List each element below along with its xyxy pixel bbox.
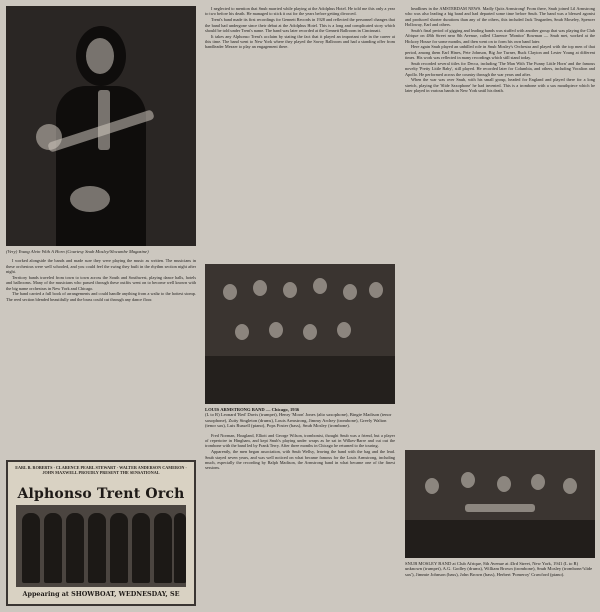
paragraph: Apparently, the men began association, with Snub Wellsy, leaving the band with the bag and the lead. Snub stayed seven years, and was well noticed on what became famous for the Louis Armstrong, including much, especially the recording by Ralph Madison, the Armstrong band in what became one of the finest sessions.	[205, 449, 395, 471]
paragraph: Snub recorded several titles for Decca, including 'The Man With The Funny Little Horn' and the famous novelty 'Pretty Little Baby', still played. He recorded later for Columbia, and others, including Vocalion and Apollo. He performed across the country through the war years and after.	[405, 60, 595, 77]
group-photo-caption-body: (L to R) Leonard 'Red' Davis (trumpet), Henry 'Moon' Jones (alto saxophone), Bingie Madison (tenor saxophone), Zutty Singleton (drums), Louis Armstrong, Jimmy Archey (trombone), Greely Walton (tenor sax), Luis Russell (piano), Pops Foster (bass), Snub Mosley (trombone).	[205, 412, 392, 429]
group-photo-caption-title: LOUIS ARMSTRONG BAND — Chicago, 1936	[205, 407, 300, 412]
paragraph: Fred Norman, Hoagland, Elliott and George Wilson, trombonist, thought Snub was a friend, but a player of repertoire in Hingham, and kept Snub's playing under wraps as he sat in Wilkes-Barre and cut out the trombone with the band led by Frank Terry. After three months in Chicago he returned to the touring.	[205, 432, 395, 449]
paragraph: I neglected to mention that Snub married while playing at the Adolphus Hotel. He told me this only a year to two before his death. He managed to stick it out for the years before getting divorced.	[205, 6, 395, 17]
paragraph: It takes any Alphonso Trent's acclaim by stating the fact that it played an important role in the career at this time. The band went to New York where they played the Savoy Ballroom and had a standing offer from bandleader Mezzer to play an engagement there.	[205, 33, 395, 50]
snub-band-caption: SNUB MOSLEY BAND at Club Afrique, 8th Avenue at 43rd Street, New York, 1941 (L to R) unknown (trumpet), A.G. Godley (drums), William Brown (trombone), Snub Mosley (trombone/'slide sax'), Jimmie Johnson (bass), John Brown (bass), Herbert 'Pomeroy' Crawford (piano).	[405, 561, 593, 577]
paragraph: Trent's band made its first recordings for Gennett Records in 1928 and reflected the personnel changes that the band had undergone since their debut at the Adolphus Hotel. This is a long and complicated story which should be told under Trent's name. The band was later recorded at the Gennett Ballroom in Cincinnati.	[205, 17, 395, 33]
paragraph: I worked alongside the bands and made sure they were playing the music as written. The musicians in these orchestras were well schooled, and you could feel the swing they built in the rhythm section night after night.	[6, 258, 196, 275]
group-photo-caption	[205, 407, 395, 429]
poster-top-text: EARL B. ROBERTS · CLARENCE PEARL STEWART · WALTER ANDERSON CAMERON · JOHN MAXWELL PROUDLY PRESENT THE SENSATIONAL	[15, 465, 187, 475]
paragraph: The band carried a full book of arrangements and could handle anything from a waltz to the hottest stomp. The reed section blended beautifully and the brass could cut through any dance floor.	[6, 291, 196, 302]
paragraph: When the war was over Snub, with his small group, headed for England and played there for a long stretch, playing the 'Slide Saxophone' he had invented. This is a trombone with a sax mouthpiece which he later played in various bands in New York until his death.	[405, 77, 595, 94]
poster-band-photo	[16, 505, 186, 587]
body-text-left	[6, 258, 196, 302]
body-text-middle	[205, 6, 395, 261]
photo-caption: (Very) Young Alvin With A Horn (Courtesy Snub Mosley/Slocumbe Magazine)	[6, 249, 149, 254]
poster-title: Alphonso Trent Orch	[17, 486, 185, 502]
column-left	[6, 6, 196, 606]
photo-young-alvin-with-horn	[6, 6, 196, 246]
body-text-middle-lower	[205, 433, 395, 471]
column-middle	[205, 6, 395, 606]
paragraph: Here again Snub played an unbilled role in Snub Mosley's Orchestra and played with the top men of that period, among them Earl Hines, Pete Johnson, Big Joe Turner, Buck Clayton and Lester Young at different times. His work was reflected in many recordings which still stand today.	[405, 44, 595, 61]
paragraph: Snub's final period of gigging and leading bands was stuffed with another group that was playing the Club Afrique on 48th Street near 8th Avenue, called Clarence 'Monitor' Bowman — Snub met, worked at the Hickory House for some months, and then went on to form his own band later.	[405, 27, 595, 44]
poster-footer: Appearing at SHOWBOAT, WEDNESDAY, SE	[22, 590, 180, 598]
photo-snub-mosley-band	[405, 450, 595, 558]
column-right	[405, 6, 595, 606]
paragraph: headlines in the AMSTERDAM NEWS. Madly Quits Armstrong! From there, Snub joined Lil Armstrong who was also leading a big band and had departed some time before Snub. The band was a blessed agonist and produced shorter durations than any of the others, this included Jack Teagarden, Snub Moseley, Spencer Holloway, Earl and others.	[405, 6, 595, 28]
body-text-right	[405, 6, 595, 446]
alphonso-trent-poster	[6, 460, 196, 606]
photo-louis-armstrong-band	[205, 264, 395, 404]
paragraph: Territory bands traveled from town to town across the South and Southwest, playing dance halls, hotels and ballrooms. Many of the musicians who passed through these outfits went on to become well known with the big name orchestras in New York and Chicago.	[6, 274, 196, 291]
